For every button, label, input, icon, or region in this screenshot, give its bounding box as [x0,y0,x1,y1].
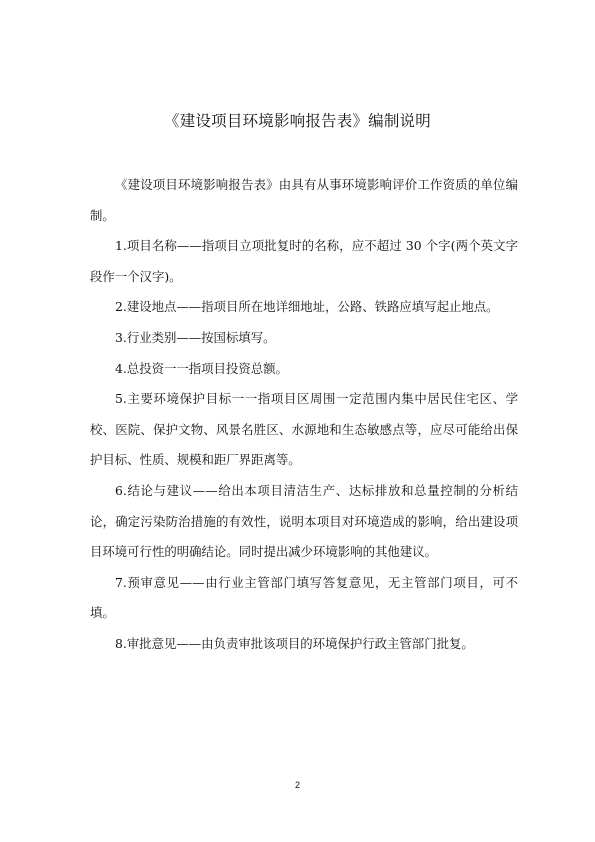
paragraph-item-7: 7.预审意见——由行业主管部门填写答复意见，无主管部门项目，可不填。 [90,574,518,621]
paragraph-item-3: 3.行业类别——按国标填写。 [115,329,276,345]
paragraph-item-2: 2.建设地点——指项目所在地详细地址，公路、铁路应填写起止地点。 [115,299,499,315]
document-body [90,170,518,660]
paragraph-intro: 《建设项目环境影响报告表》由具有从事环境影响评价工作资质的单位编制。 [90,177,518,223]
page-number: 2 [294,780,300,790]
document-title: 《建设项目环境影响报告表》编制说明 [164,112,431,130]
paragraph-item-5: 5.主要环境保护目标一一指项目区周围一定范围内集中居民住宅区、学校、医院、保护文物、风景名胜区、水源地和生态敏感点等，应尽可能给出保护目标、性质、规模和距厂界距离等。 [90,391,518,468]
paragraph-item-8: 8.审批意见——由负责审批该项目的环境保护行政主管部门批复。 [115,635,474,651]
paragraph-item-6: 6.结论与建议——给出本项目清洁生产、达标排放和总量控制的分析结论，确定污染防治措施的有效性，说明本项目对环境造成的影响，给出建设项目环境可行性的明确结论。同时提出减少环境影响的其他建议。 [90,482,518,560]
paragraph-item-4: 4.总投资一一指项目投资总额。 [115,360,288,376]
paragraph-item-1: 1.项目名称——指项目立项批复时的名称，应不超过 30 个字(两个英文字段作一个汉字)。 [90,238,518,284]
